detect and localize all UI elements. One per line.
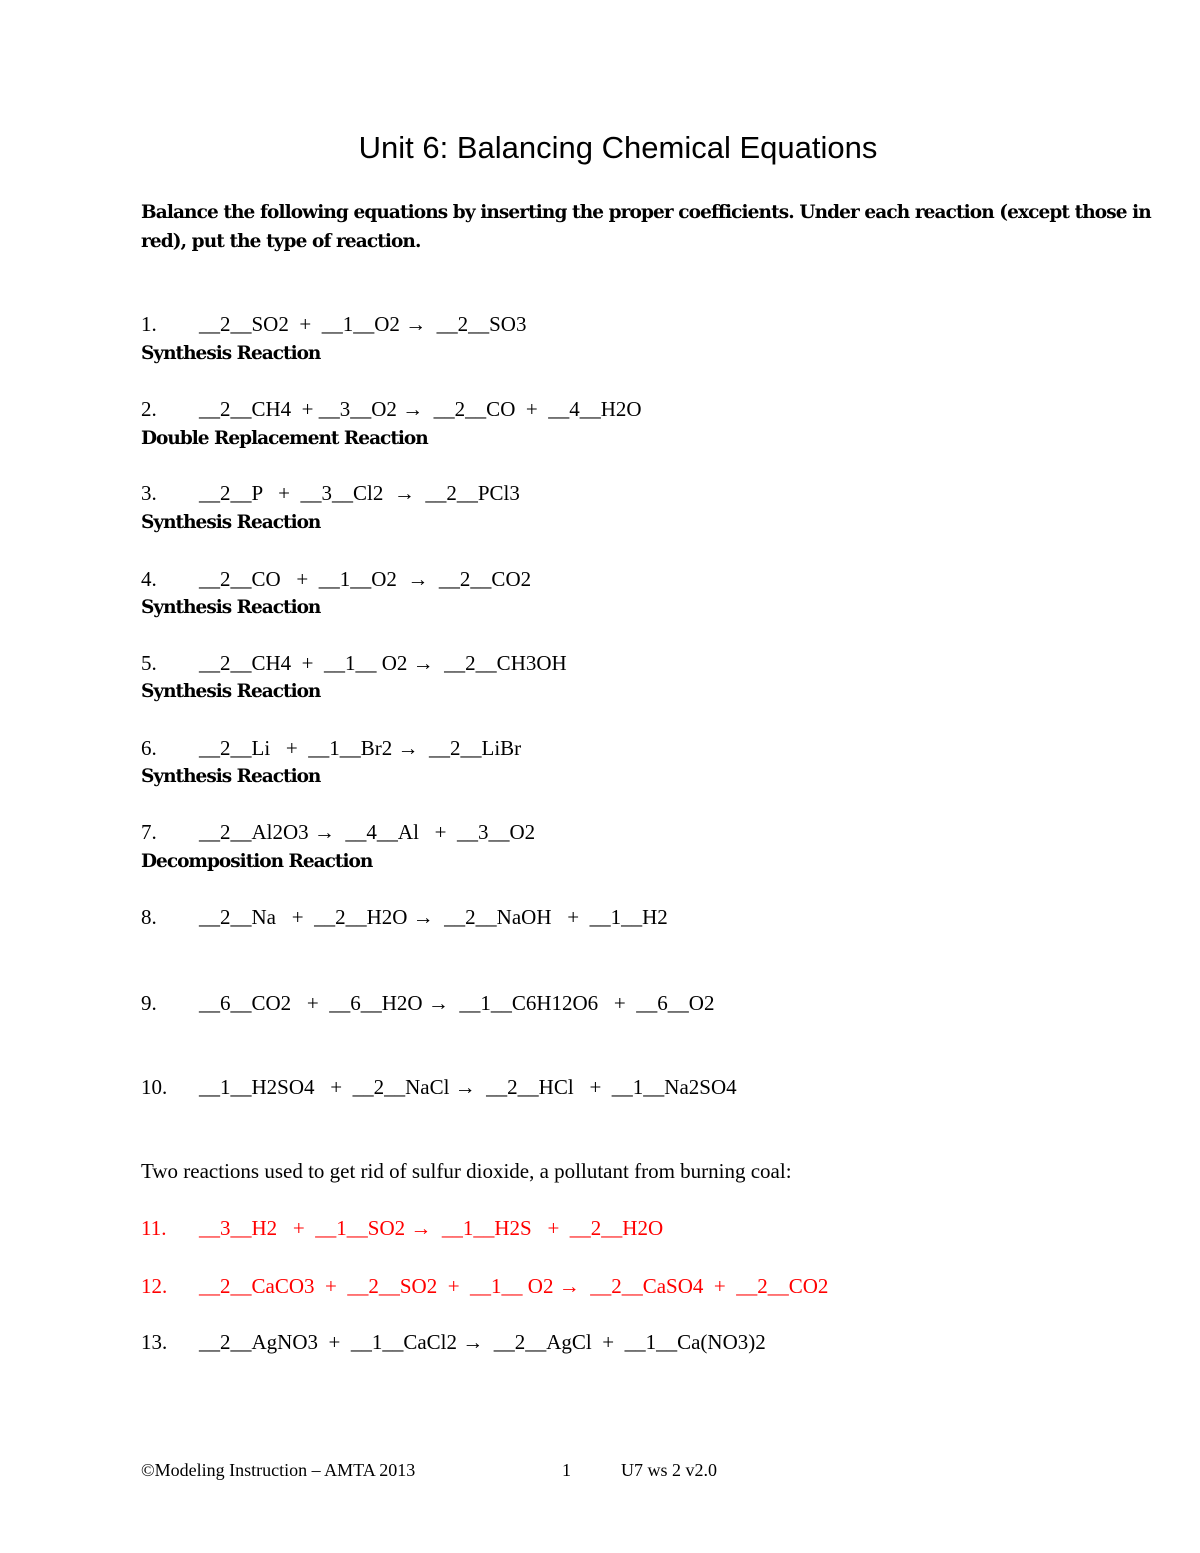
equation-row [141, 649, 567, 677]
equation-text: __6__CO2 + __6__H2O → __1__C6H12O6 + __6__O2 [199, 991, 715, 1015]
equation-number: 2. [141, 397, 157, 421]
reaction-type: Synthesis Reaction [141, 343, 321, 364]
equation-text: __2__Li + __1__Br2 → __2__LiBr [199, 736, 522, 760]
reaction-type: Synthesis Reaction [141, 512, 321, 533]
equation-number: 12. [141, 1274, 168, 1298]
reaction-type: Double Replacement Reaction [141, 428, 428, 449]
equation-text: __2__CO + __1__O2 → __2__CO2 [199, 567, 532, 591]
instructions: Balance the following equations by inserting the proper coefficients. Under each reaction (except those in red), put the type of reaction. [141, 202, 1151, 252]
equation-text: __2__CH4 + __1__ O2 → __2__CH3OH [199, 651, 567, 675]
equation-number: 9. [141, 991, 157, 1015]
equation-row [141, 479, 520, 507]
equation-row [141, 734, 521, 762]
page-title: Unit 6: Balancing Chemical Equations [358, 130, 878, 165]
equation-text: __2__P + __3__Cl2 → __2__PCl3 [199, 481, 520, 505]
equation-text: __2__Na + __2__H2O → __2__NaOH + __1__H2 [199, 905, 668, 929]
equation-row [141, 565, 531, 593]
reaction-type: Decomposition Reaction [141, 851, 373, 872]
equation-text: __1__H2SO4 + __2__NaCl → __2__HCl + __1__Na2SO4 [199, 1075, 737, 1099]
sulfur-dioxide-intro: Two reactions used to get rid of sulfur dioxide, a pollutant from burning coal: [141, 1159, 792, 1183]
equation-text: __2__CaCO3 + __2__SO2 + __1__ O2 → __2__CaSO4 + __2__CO2 [199, 1274, 829, 1298]
footer-worksheet-id: U7 ws 2 v2.0 [621, 1460, 718, 1480]
equation-number: 1. [141, 312, 157, 336]
equation-number: 5. [141, 651, 157, 675]
red-equation-row [141, 1214, 663, 1242]
equation-number: 6. [141, 736, 157, 760]
red-equation-row [141, 1272, 828, 1300]
equation-text: __2__Al2O3 → __4__Al + __3__O2 [199, 820, 536, 844]
equation-number: 7. [141, 820, 157, 844]
footer-page-number: 1 [562, 1460, 571, 1480]
equation-number: 10. [141, 1075, 168, 1099]
equation-text: __2__SO2 + __1__O2 → __2__SO3 [199, 312, 527, 336]
equation-row [141, 903, 668, 931]
reaction-type: Synthesis Reaction [141, 597, 321, 618]
reaction-type: Synthesis Reaction [141, 681, 321, 702]
equation-text: __2__AgNO3 + __1__CaCl2 → __2__AgCl + __1__Ca(NO3)2 [199, 1330, 766, 1354]
equation-number: 8. [141, 905, 157, 929]
equation-number: 11. [141, 1216, 167, 1240]
equation-text: __3__H2 + __1__SO2 → __1__H2S + __2__H2O [199, 1216, 664, 1240]
equation-row [141, 310, 526, 338]
equation-row [141, 989, 714, 1017]
equation-number: 4. [141, 567, 157, 591]
reaction-type: Synthesis Reaction [141, 766, 321, 787]
equation-row [141, 395, 642, 423]
equation-row [141, 1328, 766, 1356]
equation-number: 3. [141, 481, 157, 505]
equation-row [141, 1073, 737, 1101]
equation-row [141, 818, 535, 846]
footer-copyright: ©Modeling Instruction – AMTA 2013 [141, 1460, 416, 1480]
equation-text: __2__CH4 + __3__O2 → __2__CO + __4__H2O [199, 397, 642, 421]
equation-number: 13. [141, 1330, 168, 1354]
